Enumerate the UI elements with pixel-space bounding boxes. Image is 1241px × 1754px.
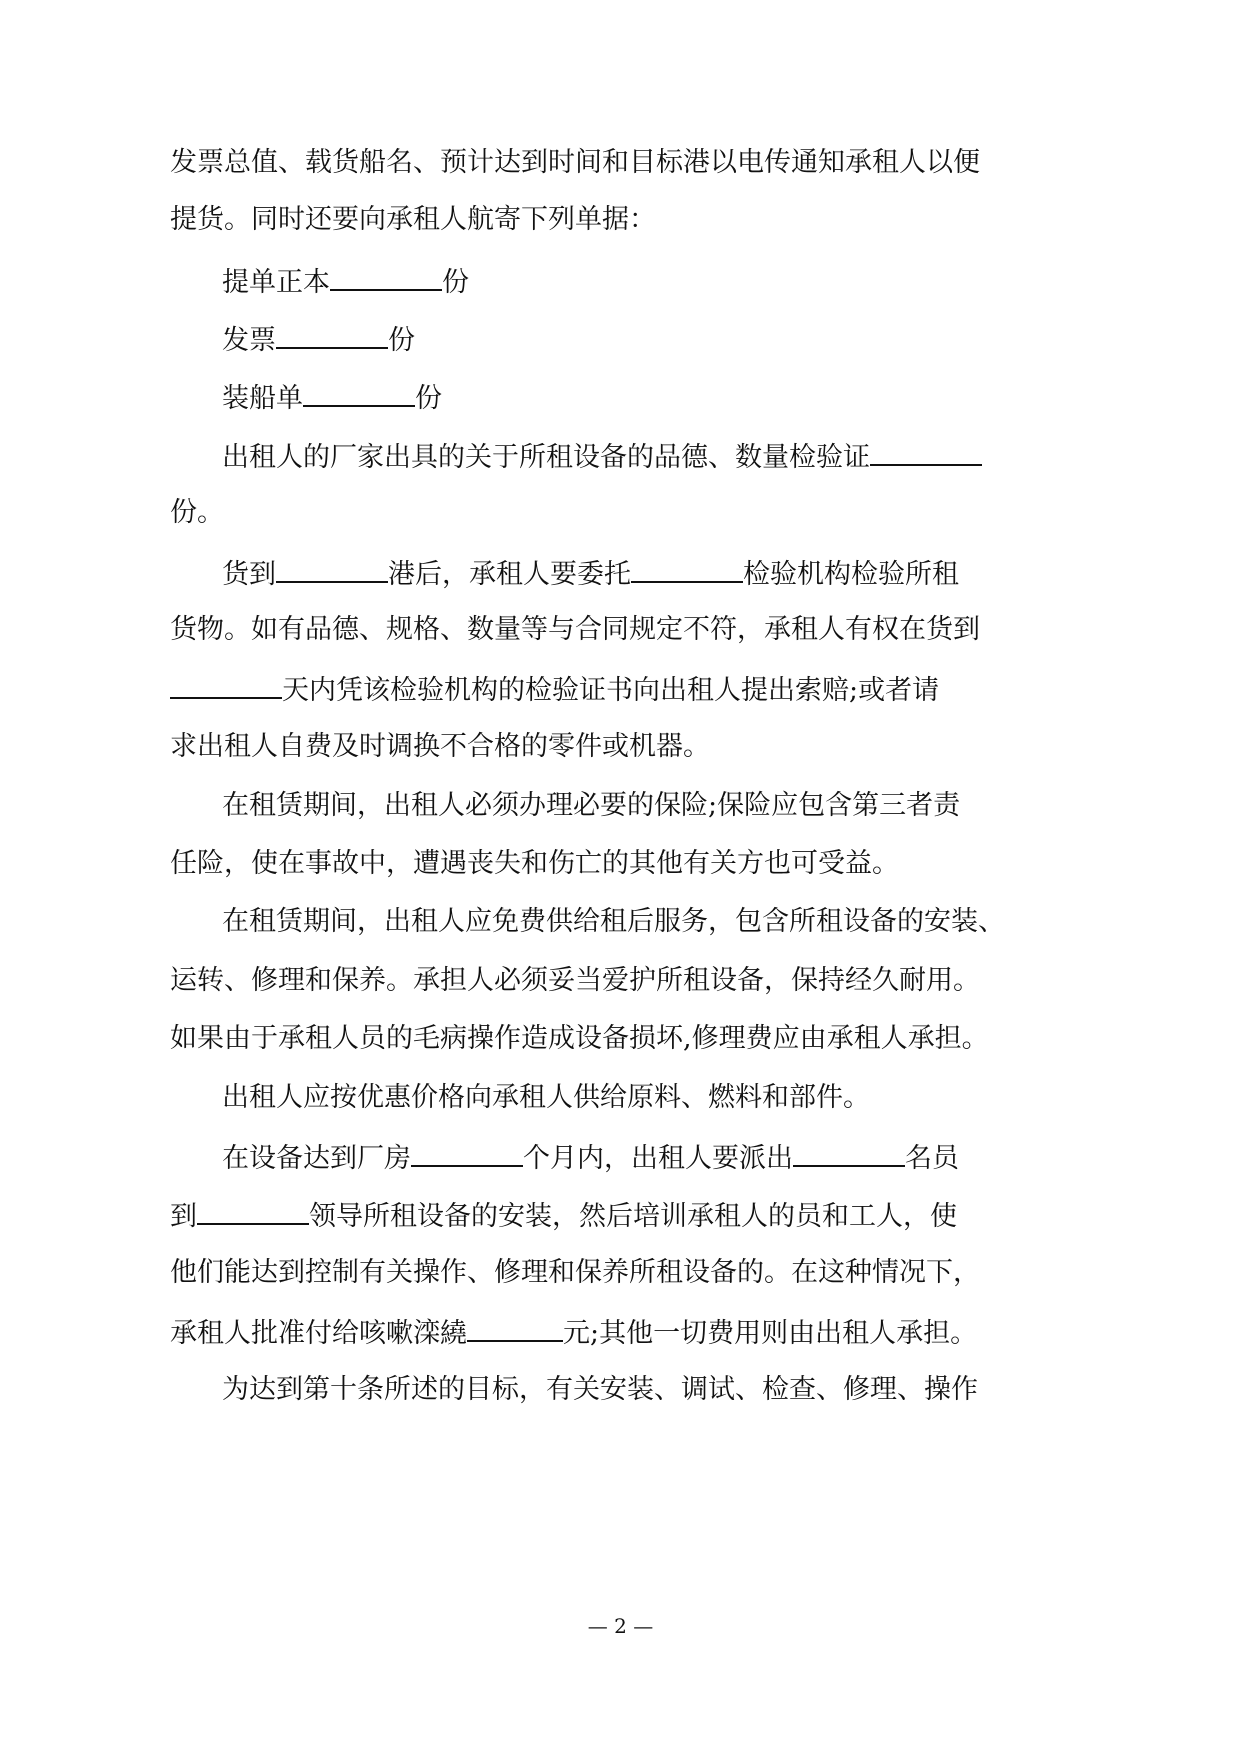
fill-blank <box>276 321 388 349</box>
text-segment: 货物。如有品德、规格、数量等与合同规定不符，承租人有权在货到 <box>170 614 980 645</box>
text-line <box>170 1256 980 1290</box>
text-segment: 提货。同时还要向承租人航寄下列单据： <box>170 204 656 235</box>
text-segment: 运转、修理和保养。承担人必须妥当爱护所租设备，保持经久耐用。 <box>170 965 980 996</box>
text-segment: 承租人批准付给咳嗽滦繞 <box>170 1318 467 1349</box>
text-segment: 为达到第十条所述的目标，有关安装、调试、检查、修理、操作 <box>222 1374 978 1405</box>
text-line <box>170 847 899 881</box>
text-line <box>222 555 959 589</box>
text-line <box>170 613 980 647</box>
fill-blank <box>411 1139 523 1167</box>
fill-blank <box>170 671 282 699</box>
text-line <box>222 905 1005 939</box>
text-segment: 货到 <box>222 559 276 590</box>
fill-blank <box>197 1197 309 1225</box>
fill-blank <box>303 379 415 407</box>
text-segment: 发票总值、载货船名、预计达到时间和目标港以电传通知承租人以便 <box>170 147 980 178</box>
text-segment: 港后，承租人要委托 <box>388 559 631 590</box>
text-line <box>222 379 442 413</box>
text-line <box>222 263 469 297</box>
text-line <box>222 1139 959 1173</box>
text-segment: 元;其他一切费用则由出租人承担。 <box>563 1318 978 1349</box>
text-line <box>170 1022 989 1056</box>
text-line <box>170 1314 977 1348</box>
fill-blank <box>793 1139 905 1167</box>
text-line <box>170 496 224 530</box>
text-segment: 个月内，出租人要派出 <box>523 1143 793 1174</box>
text-segment: 如果由于承租人员的毛病操作造成设备损坏,修理费应由承租人承担。 <box>170 1023 989 1054</box>
text-line <box>222 1081 870 1115</box>
text-segment: 领导所租设备的安装，然后培训承租人的员和工人，使 <box>309 1201 957 1232</box>
text-segment: 求出租人自费及时调换不合格的零件或机器。 <box>170 731 710 762</box>
text-segment: 出租人应按优惠价格向承租人供给原料、燃料和部件。 <box>222 1082 870 1113</box>
text-segment: 装船单 <box>222 383 303 414</box>
text-segment: 到 <box>170 1201 197 1232</box>
text-segment: 份 <box>442 267 469 298</box>
text-line <box>170 146 980 180</box>
text-line <box>170 671 939 705</box>
text-line <box>222 438 982 472</box>
text-segment: 份 <box>415 383 442 414</box>
text-line <box>170 1197 957 1231</box>
text-segment: 他们能达到控制有关操作、修理和保养所租设备的。在这种情况下， <box>170 1257 980 1288</box>
text-line <box>222 321 415 355</box>
text-segment: 任险，使在事故中，遭遇丧失和伤亡的其他有关方也可受益。 <box>170 848 899 879</box>
page-number: — 2 — <box>587 1614 654 1638</box>
text-segment: 检验机构检验所租 <box>743 559 959 590</box>
fill-blank <box>330 263 442 291</box>
text-line <box>170 730 710 764</box>
fill-blank <box>870 438 982 466</box>
fill-blank <box>631 555 743 583</box>
text-line <box>222 1373 978 1407</box>
text-segment: 出租人的厂家出具的关于所租设备的品德、数量检验证 <box>222 442 870 473</box>
text-line <box>222 789 960 823</box>
text-segment: 提单正本 <box>222 267 330 298</box>
fill-blank <box>467 1314 563 1342</box>
text-segment: 份 <box>388 325 415 356</box>
text-segment: 在设备达到厂房 <box>222 1143 411 1174</box>
text-line <box>170 203 656 237</box>
fill-blank <box>276 555 388 583</box>
text-segment: 在租赁期间，出租人应免费供给租后服务，包含所租设备的安装、 <box>222 906 1005 937</box>
text-segment: 天内凭该检验机构的检验证书向出租人提出索赔;或者请 <box>282 675 940 706</box>
text-segment: 发票 <box>222 325 276 356</box>
text-segment: 份。 <box>170 497 224 528</box>
text-segment: 在租赁期间，出租人必须办理必要的保险;保险应包含第三者责 <box>222 790 961 821</box>
text-line <box>170 964 980 998</box>
text-segment: 名员 <box>905 1143 959 1174</box>
